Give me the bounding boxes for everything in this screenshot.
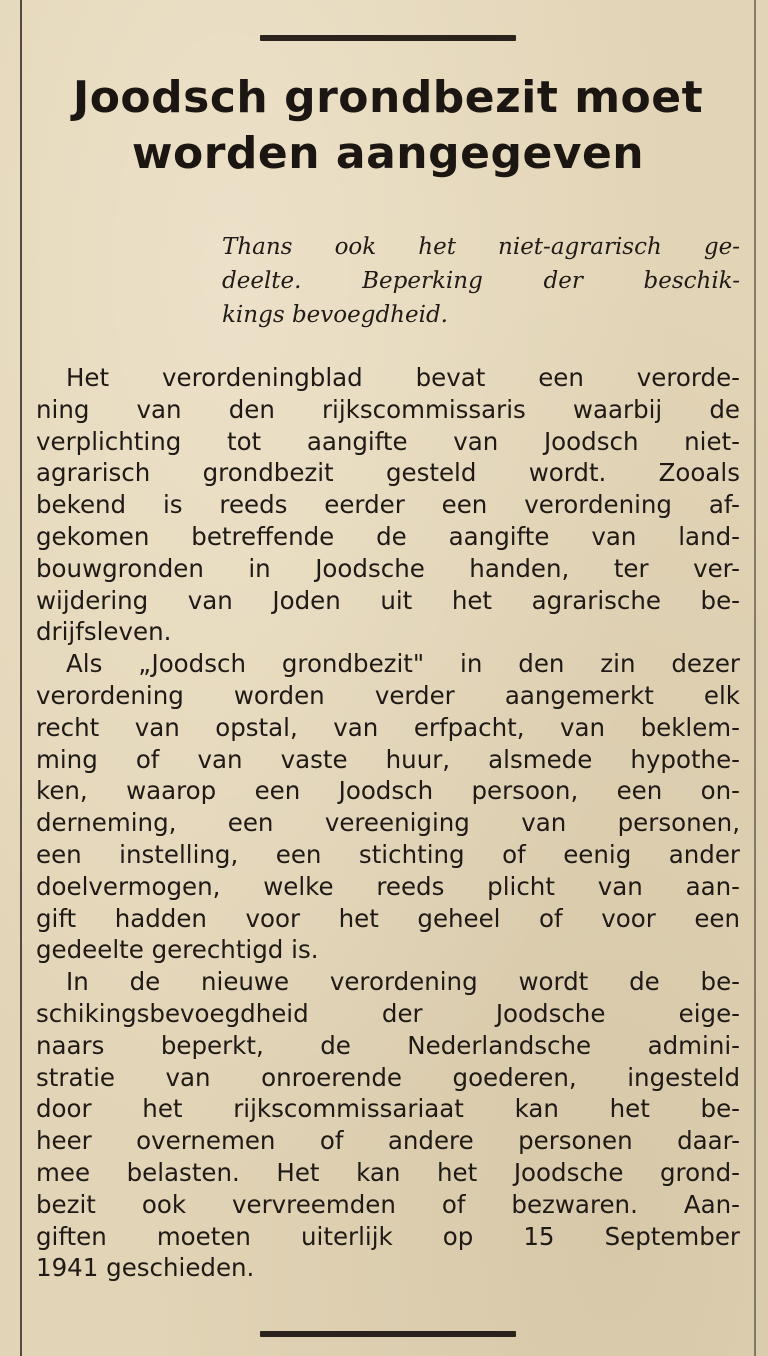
headline <box>36 70 740 182</box>
column-rule-left <box>20 0 22 1356</box>
subheadline-line-3: kings bevoegdheid. <box>222 302 448 328</box>
body-line: door het rijkscommissariaat kan het be- <box>36 1094 740 1124</box>
headline-line-1: Joodsch grondbezit moet <box>72 72 704 123</box>
body-line: gift hadden voor het geheel of voor een <box>36 903 740 933</box>
body-line: 1941 geschieden. <box>36 1253 255 1283</box>
body-line: verordening worden verder aangemerkt elk <box>36 680 740 710</box>
subheadline <box>222 230 740 332</box>
body-line: bouwgronden in Joodsche handen, ter ver- <box>36 553 740 583</box>
headline-line-2: worden aangegeven <box>131 128 645 179</box>
body-line: bezit ook vervreemden of bezwaren. Aan- <box>36 1189 740 1219</box>
body-line: In de nieuwe verordening wordt de be- <box>66 967 740 997</box>
body-line: ning van den rijkscommissaris waarbij de <box>36 394 740 424</box>
body-line: verplichting tot aangifte van Joodsch niet- <box>36 426 740 456</box>
body-line: ken, waarop een Joodsch persoon, een on- <box>36 776 740 806</box>
body-line: naars beperkt, de Nederlandsche admini- <box>36 1030 740 1060</box>
body-line: derneming, een vereeniging van personen, <box>36 808 740 838</box>
body-line: schikingsbevoegdheid der Joodsche eige- <box>36 998 740 1028</box>
body-line: heer overnemen of andere personen daar- <box>36 1126 740 1156</box>
body-line: gedeelte gerechtigd is. <box>36 935 319 965</box>
body-line: wijdering van Joden uit het agrarische be- <box>36 585 740 615</box>
body-line: een instelling, een stichting of eenig ander <box>36 839 740 869</box>
body-line: recht van opstal, van erfpacht, van beklem- <box>36 712 740 742</box>
body-line: doelvermogen, welke reeds plicht van aan- <box>36 871 740 901</box>
body-line: agrarisch grondbezit gesteld wordt. Zooals <box>36 458 740 488</box>
article-body <box>36 362 740 1284</box>
bottom-separator-rule <box>260 1331 516 1337</box>
body-line: stratie van onroerende goederen, ingesteld <box>36 1062 740 1092</box>
body-line: Als „Joodsch grondbezit" in den zin dezer <box>66 649 740 679</box>
body-line: Het verordeningblad bevat een verorde- <box>66 363 740 392</box>
top-separator-rule <box>260 35 516 41</box>
body-line: bekend is reeds eerder een verordening af- <box>36 490 740 520</box>
subheadline-line-2: deelte. Beperking der beschik- <box>222 268 740 294</box>
body-line: drijfsleven. <box>36 617 172 647</box>
subheadline-line-1: Thans ook het niet-agrarisch ge- <box>222 234 740 260</box>
body-line: mee belasten. Het kan het Joodsche grond- <box>36 1157 740 1187</box>
body-line: ming of van vaste huur, alsmede hypothe- <box>36 744 740 774</box>
body-line: giften moeten uiterlijk op 15 September <box>36 1221 740 1251</box>
body-line: gekomen betreffende de aangifte van land- <box>36 521 740 551</box>
column-rule-right <box>754 0 756 1356</box>
